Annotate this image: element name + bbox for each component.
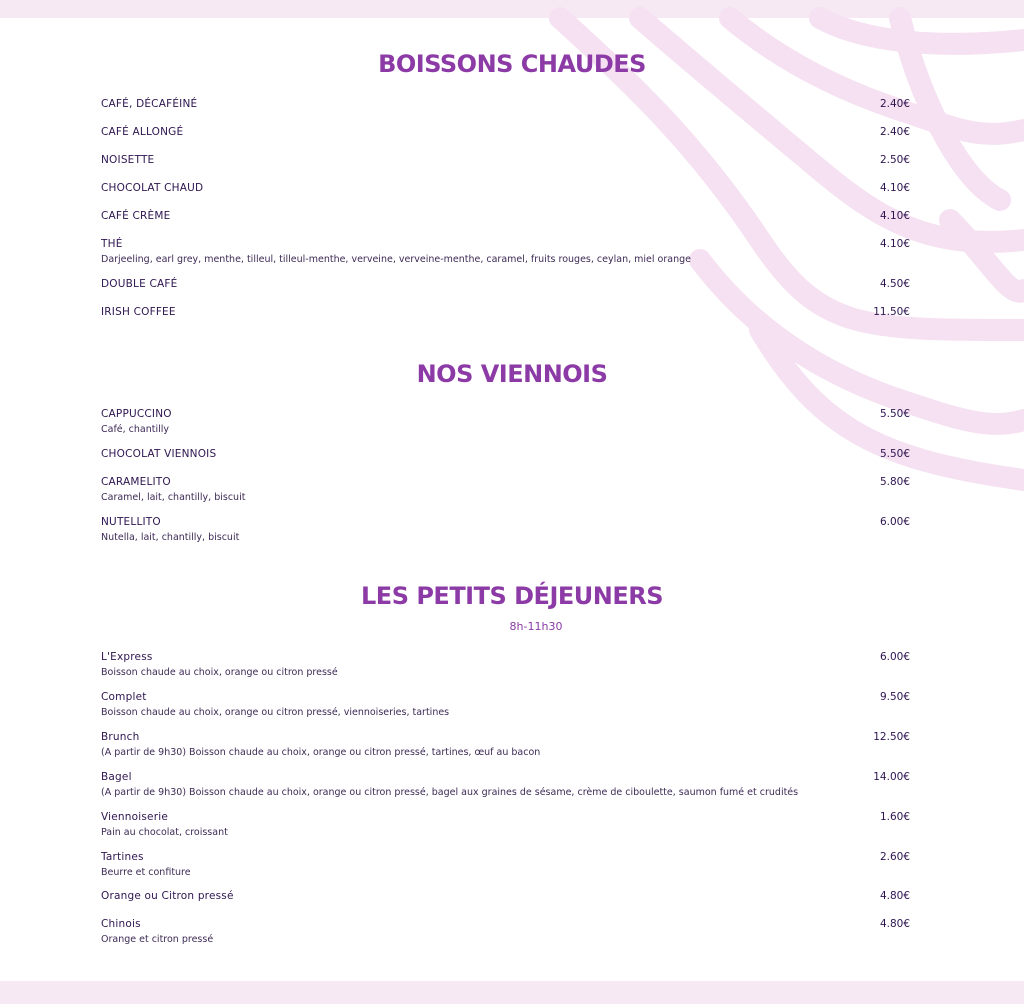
item-name: Viennoiserie — [101, 811, 169, 823]
item-price: 5.50€ — [879, 408, 910, 420]
item-price: 2.60€ — [879, 851, 910, 863]
item-price: 4.80€ — [879, 918, 910, 930]
item-price: 2.40€ — [879, 126, 910, 138]
item-description: Nutella, lait, chantilly, biscuit — [101, 532, 240, 543]
item-description: Café, chantilly — [101, 424, 170, 435]
item-description: Darjeeling, earl grey, menthe, tilleul, tilleul-menthe, verveine, verveine-menthe, caramel, fruits rouges, ceylan, miel orange — [101, 254, 691, 265]
item-price: 6.00€ — [879, 651, 910, 663]
item-name: Orange ou Citron pressé — [101, 890, 234, 902]
item-price: 5.80€ — [879, 476, 910, 488]
item-name: NOISETTE — [101, 154, 155, 166]
section-title-nos-viennois: NOS VIENNOIS — [416, 360, 608, 388]
item-name: THÉ — [101, 238, 123, 250]
item-description: Pain au chocolat, croissant — [101, 827, 228, 838]
item-name: CARAMELITO — [101, 476, 171, 488]
item-name: NUTELLITO — [101, 516, 161, 528]
section-title-boissons-chaudes: BOISSONS CHAUDES — [378, 50, 646, 78]
item-price: 1.60€ — [879, 811, 910, 823]
item-description: (A partir de 9h30) Boisson chaude au choix, orange ou citron pressé, tartines, œuf au bacon — [101, 747, 541, 758]
item-description: Boisson chaude au choix, orange ou citron pressé, viennoiseries, tartines — [101, 707, 450, 718]
item-price: 5.50€ — [879, 448, 910, 460]
item-price: 4.10€ — [879, 182, 910, 194]
item-description: Caramel, lait, chantilly, biscuit — [101, 492, 246, 503]
bottom-band — [0, 981, 1024, 1004]
item-name: CHOCOLAT CHAUD — [101, 182, 204, 194]
item-price: 6.00€ — [879, 516, 910, 528]
item-name: CAFÉ ALLONGÉ — [101, 126, 184, 138]
item-name: CAFÉ CRÈME — [101, 210, 171, 222]
section-hours: 8h-11h30 — [509, 620, 563, 633]
section-title-petits-dejeuners: LES PETITS DÉJEUNERS — [361, 582, 663, 610]
item-price: 2.40€ — [879, 98, 910, 110]
item-price: 4.10€ — [879, 210, 910, 222]
item-name: IRISH COFFEE — [101, 306, 176, 318]
item-price: 9.50€ — [879, 691, 910, 703]
item-name: Bagel — [101, 771, 132, 783]
item-description: Orange et citron pressé — [101, 934, 214, 945]
item-price: 11.50€ — [873, 306, 910, 318]
item-name: Complet — [101, 691, 147, 703]
item-price: 4.50€ — [879, 278, 910, 290]
item-name: Brunch — [101, 731, 140, 743]
item-price: 14.00€ — [873, 771, 910, 783]
item-price: 2.50€ — [879, 154, 910, 166]
item-name: CAPPUCCINO — [101, 408, 172, 420]
item-name: Chinois — [101, 918, 141, 930]
item-name: CHOCOLAT VIENNOIS — [101, 448, 217, 460]
item-name: CAFÉ, DÉCAFÉINÉ — [101, 98, 198, 110]
item-price: 4.10€ — [879, 238, 910, 250]
item-name: L'Express — [101, 651, 153, 663]
item-name: DOUBLE CAFÉ — [101, 278, 178, 290]
item-description: Beurre et confiture — [101, 867, 191, 878]
item-name: Tartines — [101, 851, 144, 863]
item-description: (A partir de 9h30) Boisson chaude au choix, orange ou citron pressé, bagel aux graines de sésame, crème de ciboulette, saumon fumé et crudités — [101, 787, 799, 798]
item-price: 4.80€ — [879, 890, 910, 902]
item-description: Boisson chaude au choix, orange ou citron pressé — [101, 667, 338, 678]
item-price: 12.50€ — [873, 731, 910, 743]
